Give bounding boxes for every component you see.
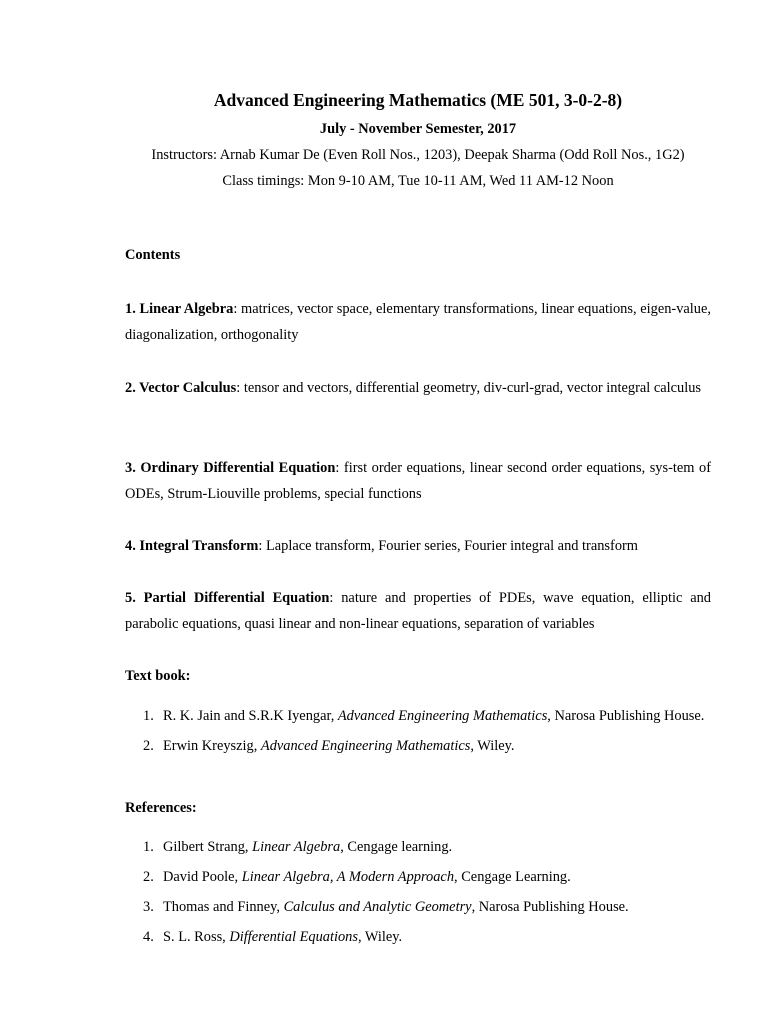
topic-text: : nature and properties of PDEs, wave equation, elliptic and parabolic equations, quasi linear and non-linear equations, separation of variables bbox=[125, 590, 711, 632]
ref-author: David Poole, bbox=[163, 869, 242, 885]
topic-integral-transform bbox=[125, 533, 711, 559]
book-publisher: , Wiley. bbox=[470, 738, 515, 754]
topic-vector-calculus bbox=[125, 375, 711, 401]
book-title: Advanced Engineering Mathematics bbox=[337, 708, 548, 724]
ref-publisher: , Narosa Publishing House. bbox=[471, 899, 629, 915]
list-number: 3. bbox=[143, 899, 154, 915]
references-heading: References: bbox=[125, 800, 197, 816]
ref-publisher: , Cengage Learning. bbox=[454, 869, 571, 885]
topic-lead: 1. Linear Algebra bbox=[125, 301, 234, 317]
textbook-list bbox=[125, 703, 711, 763]
book-title: Advanced Engineering Mathematics bbox=[260, 738, 471, 754]
topic-linear-algebra bbox=[125, 296, 711, 348]
ref-title: Linear Algebra, A Modern Approach bbox=[241, 869, 455, 885]
list-item bbox=[125, 733, 711, 759]
topic-text: : matrices, vector space, elementary transformations, linear equations, eigen-value, diagonalization, orthogonality bbox=[125, 301, 711, 343]
list-number: 1. bbox=[143, 708, 154, 724]
book-publisher: , Narosa Publishing House. bbox=[547, 708, 705, 724]
list-item bbox=[125, 924, 711, 950]
ref-title: Differential Equations bbox=[229, 929, 358, 945]
list-number: 2. bbox=[143, 869, 154, 885]
ref-publisher: , Cengage learning. bbox=[340, 839, 453, 855]
topic-text: : first order equations, linear second order equations, sys-tem of ODEs, Strum-Liouville problems, special functions bbox=[125, 460, 711, 502]
ref-author: Thomas and Finney, bbox=[163, 899, 284, 915]
book-author: R. K. Jain and S.R.K Iyengar, bbox=[163, 708, 338, 724]
contents-heading: Contents bbox=[125, 247, 181, 263]
list-item bbox=[125, 894, 711, 920]
list-item bbox=[125, 834, 711, 860]
list-number: 4. bbox=[143, 929, 154, 945]
ref-title: Linear Algebra bbox=[252, 839, 341, 855]
topic-ode bbox=[125, 455, 711, 507]
list-number: 2. bbox=[143, 738, 154, 754]
topic-text: : Laplace transform, Fourier series, Fourier integral and transform bbox=[258, 538, 638, 554]
topic-pde bbox=[125, 585, 711, 637]
topic-lead: 5. Partial Differential Equation bbox=[125, 590, 330, 606]
topic-lead: 3. Ordinary Differential Equation bbox=[125, 460, 336, 476]
book-author: Erwin Kreyszig, bbox=[163, 738, 261, 754]
references-list bbox=[125, 834, 711, 954]
list-number: 1. bbox=[143, 839, 154, 855]
instructors: Instructors: Arnab Kumar De (Even Roll Nos., 1203), Deepak Sharma (Odd Roll Nos., 1G2) bbox=[151, 147, 685, 163]
list-item bbox=[125, 703, 711, 729]
ref-author: S. L. Ross, bbox=[163, 929, 230, 945]
semester: July - November Semester, 2017 bbox=[319, 121, 517, 137]
ref-title: Calculus and Analytic Geometry bbox=[283, 899, 472, 915]
course-title: Advanced Engineering Mathematics (ME 501, 3-0-2-8) bbox=[213, 90, 623, 110]
textbook-heading: Text book: bbox=[125, 668, 191, 684]
topic-lead: 4. Integral Transform bbox=[125, 538, 259, 554]
topic-lead: 2. Vector Calculus bbox=[125, 380, 237, 396]
class-timings: Class timings: Mon 9-10 AM, Tue 10-11 AM, Wed 11 AM-12 Noon bbox=[222, 173, 614, 189]
ref-author: Gilbert Strang, bbox=[163, 839, 253, 855]
ref-publisher: , Wiley. bbox=[357, 929, 403, 945]
list-item bbox=[125, 864, 711, 890]
topic-text: : tensor and vectors, differential geometry, div-curl-grad, vector integral calculus bbox=[236, 380, 701, 396]
